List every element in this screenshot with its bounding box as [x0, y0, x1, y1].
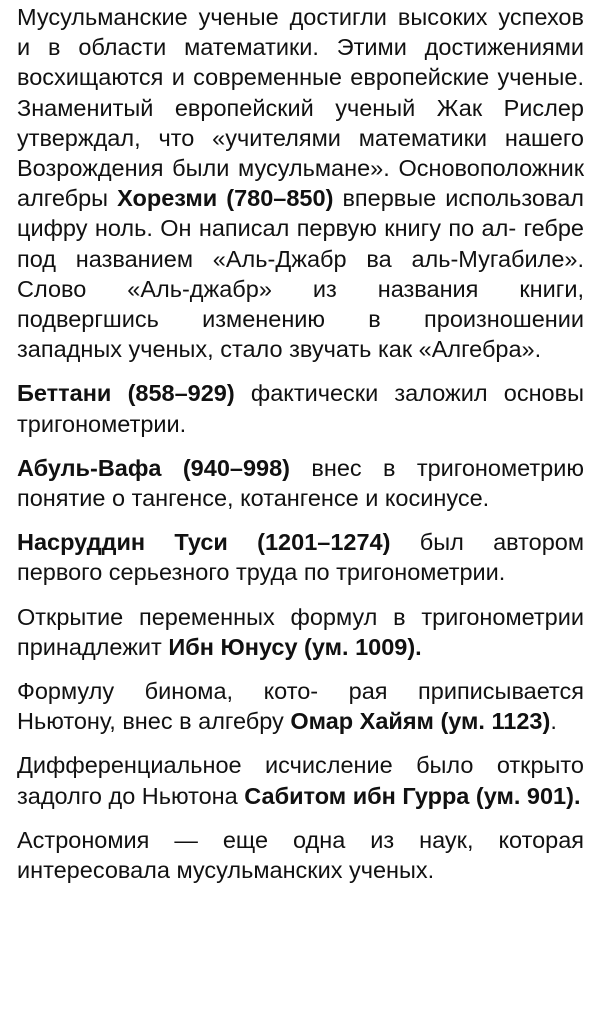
paragraph-abul-wafa — [17, 453, 584, 513]
paragraph-tusi — [17, 527, 584, 587]
paragraph-ibn-yunus — [17, 602, 584, 662]
paragraph-text: . — [550, 708, 557, 735]
paragraph-text: внес в тригонометрию понятие о тангенсе, котангенсе и косинусе. — [17, 454, 584, 512]
paragraph-text: фактически заложил основы тригонометрии. — [17, 380, 584, 437]
paragraph-muslim-mathematics — [17, 2, 584, 364]
paragraph-text: Открытие переменных формул в тригонометрии принадлежит — [17, 603, 584, 660]
paragraph-text: впервые использовал цифру ноль. Он написал первую книгу по ал- гебре под названием «Аль-Джабр ва аль-Мугабиле». Слово «Аль-джабр» из названия книги, подвергшись изменению в произношении западных ученых, стало звучать как «Алгебра». — [17, 185, 584, 363]
paragraph-text: Мусульманские ученые достигли высоких успехов и в области математики. Этими достижениями восхищаются и современные европейские ученые. Знаменитый европейский ученый Жак Рислер утверждал, что «учителями математики нашего Возрождения были мусульмане». Основоположник алгебры — [17, 4, 584, 212]
scholar-name-battani: Беттани (858–929) — [17, 380, 235, 407]
paragraph-astronomy — [17, 825, 584, 885]
paragraph-text: Дифференциальное исчисление было открыто задолго до Ньютона — [17, 752, 584, 809]
paragraph-text: Формулу бинома, кото- рая приписывается Ньютону, внес в алгебру — [17, 678, 584, 735]
scholar-name-abul-wafa: Абуль-Вафа (940–998) — [17, 454, 290, 481]
paragraph-text: был автором первого серьезного труда по тригонометрии. — [17, 529, 584, 586]
paragraph-battani — [17, 378, 584, 438]
paragraph-thabit-ibn-qurra — [17, 750, 584, 810]
scholar-name-ibn-yunus: Ибн Юнусу (ум. 1009). — [168, 633, 422, 660]
scholar-name-omar-khayyam: Омар Хайям (ум. 1123) — [290, 708, 551, 735]
paragraph-text: Астрономия — еще одна из наук, которая интересовала мусульманских ученых. — [17, 826, 584, 884]
scholar-name-tusi: Насруддин Туси (1201–1274) — [17, 529, 391, 556]
scholar-name-thabit-ibn-qurra: Сабитом ибн Гурра (ум. 901). — [244, 782, 581, 809]
scholar-name-khwarizmi: Хорезми (780–850) — [117, 185, 334, 212]
paragraph-omar-khayyam — [17, 676, 584, 736]
